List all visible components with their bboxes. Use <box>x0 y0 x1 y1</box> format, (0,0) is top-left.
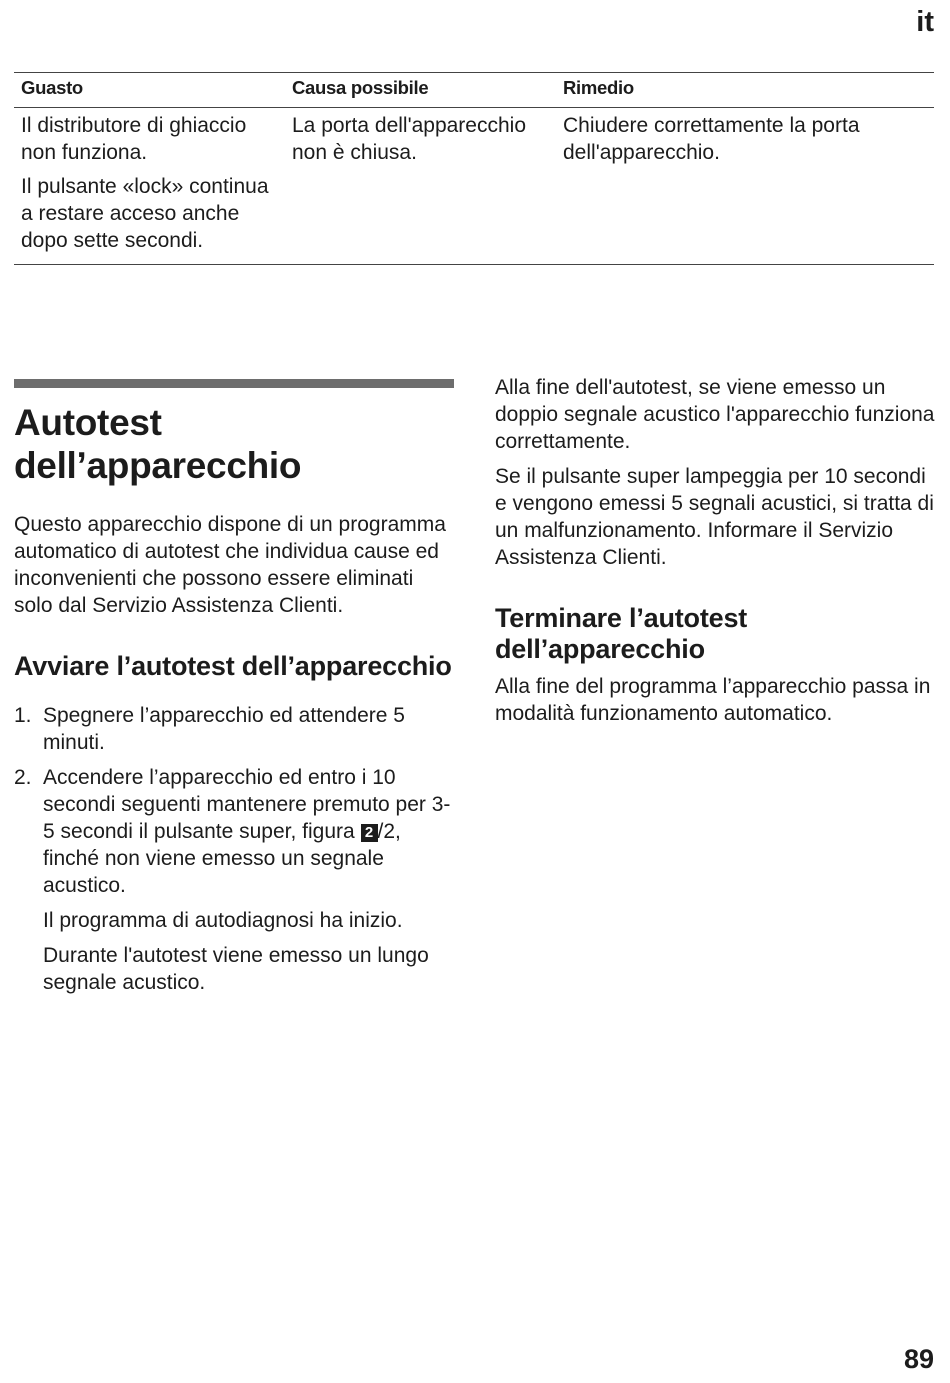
section-divider-bar <box>14 379 454 388</box>
table-header <box>14 73 934 108</box>
step-number: 2. <box>14 766 32 789</box>
autotest-intro: Questo apparecchio dispone di un programma automatico di autotest che individua cause ed inconvenienti che possono essere eliminati solo dal Servizio Assistenza Clienti. <box>14 513 446 617</box>
language-code: it <box>916 6 934 38</box>
figure-reference-badge: 2 <box>361 824 378 842</box>
step-text <box>43 764 454 899</box>
column-header-causa: Causa possibile <box>285 73 556 108</box>
table-row <box>14 108 934 265</box>
step-text: Spegnere l’apparecchio ed attendere 5 minuti. <box>43 704 405 754</box>
right-column <box>495 374 935 735</box>
steps-list <box>14 702 454 996</box>
fault-text: Il pulsante «lock» continua a restare acceso anche dopo sette secondi. <box>21 175 269 252</box>
page-number: 89 <box>903 1344 934 1374</box>
troubleshooting-table <box>14 72 934 265</box>
left-column <box>14 379 454 1004</box>
step-text-before: Accendere l’apparecchio ed entro i 10 secondi seguenti mantenere premuto per 3-5 secondi il pulsante super, figura <box>43 766 451 843</box>
step-note: Il programma di autodiagnosi ha inizio. <box>43 909 403 932</box>
terminare-text: Alla fine del programma l’apparecchio passa in modalità funzionamento automatico. <box>495 675 931 725</box>
column-header-guasto: Guasto <box>14 73 285 108</box>
result-fault-text: Se il pulsante super lampeggia per 10 secondi e vengono emessi 5 segnali acustici, si tratta di un malfunzionamento. Informare il Servizio Assistenza Clienti. <box>495 465 934 569</box>
column-header-rimedio: Rimedio <box>556 73 934 108</box>
list-item <box>14 702 454 756</box>
cell-rimedio: Chiudere correttamente la porta dell'apparecchio. <box>556 108 934 265</box>
result-ok-text: Alla fine dell'autotest, se viene emesso un doppio segnale acustico l'apparecchio funziona correttamente. <box>495 376 935 453</box>
subsection-title-avviare: Avviare l’autotest dell’apparecchio <box>14 651 452 681</box>
list-item <box>14 764 454 996</box>
subsection-title-terminare: Terminare l’autotest dell’apparecchio <box>495 603 748 664</box>
cell-causa: La porta dell'apparecchio non è chiusa. <box>285 108 556 265</box>
cell-guasto <box>14 108 285 265</box>
step-text-after: /2, finché non viene emesso un segnale acustico. <box>43 820 401 897</box>
step-number: 1. <box>14 704 32 727</box>
section-title-autotest: Autotest dell’apparecchio <box>14 402 302 486</box>
fault-text: Il distributore di ghiaccio non funziona. <box>21 114 247 164</box>
step-note: Durante l'autotest viene emesso un lungo segnale acustico. <box>43 944 429 994</box>
